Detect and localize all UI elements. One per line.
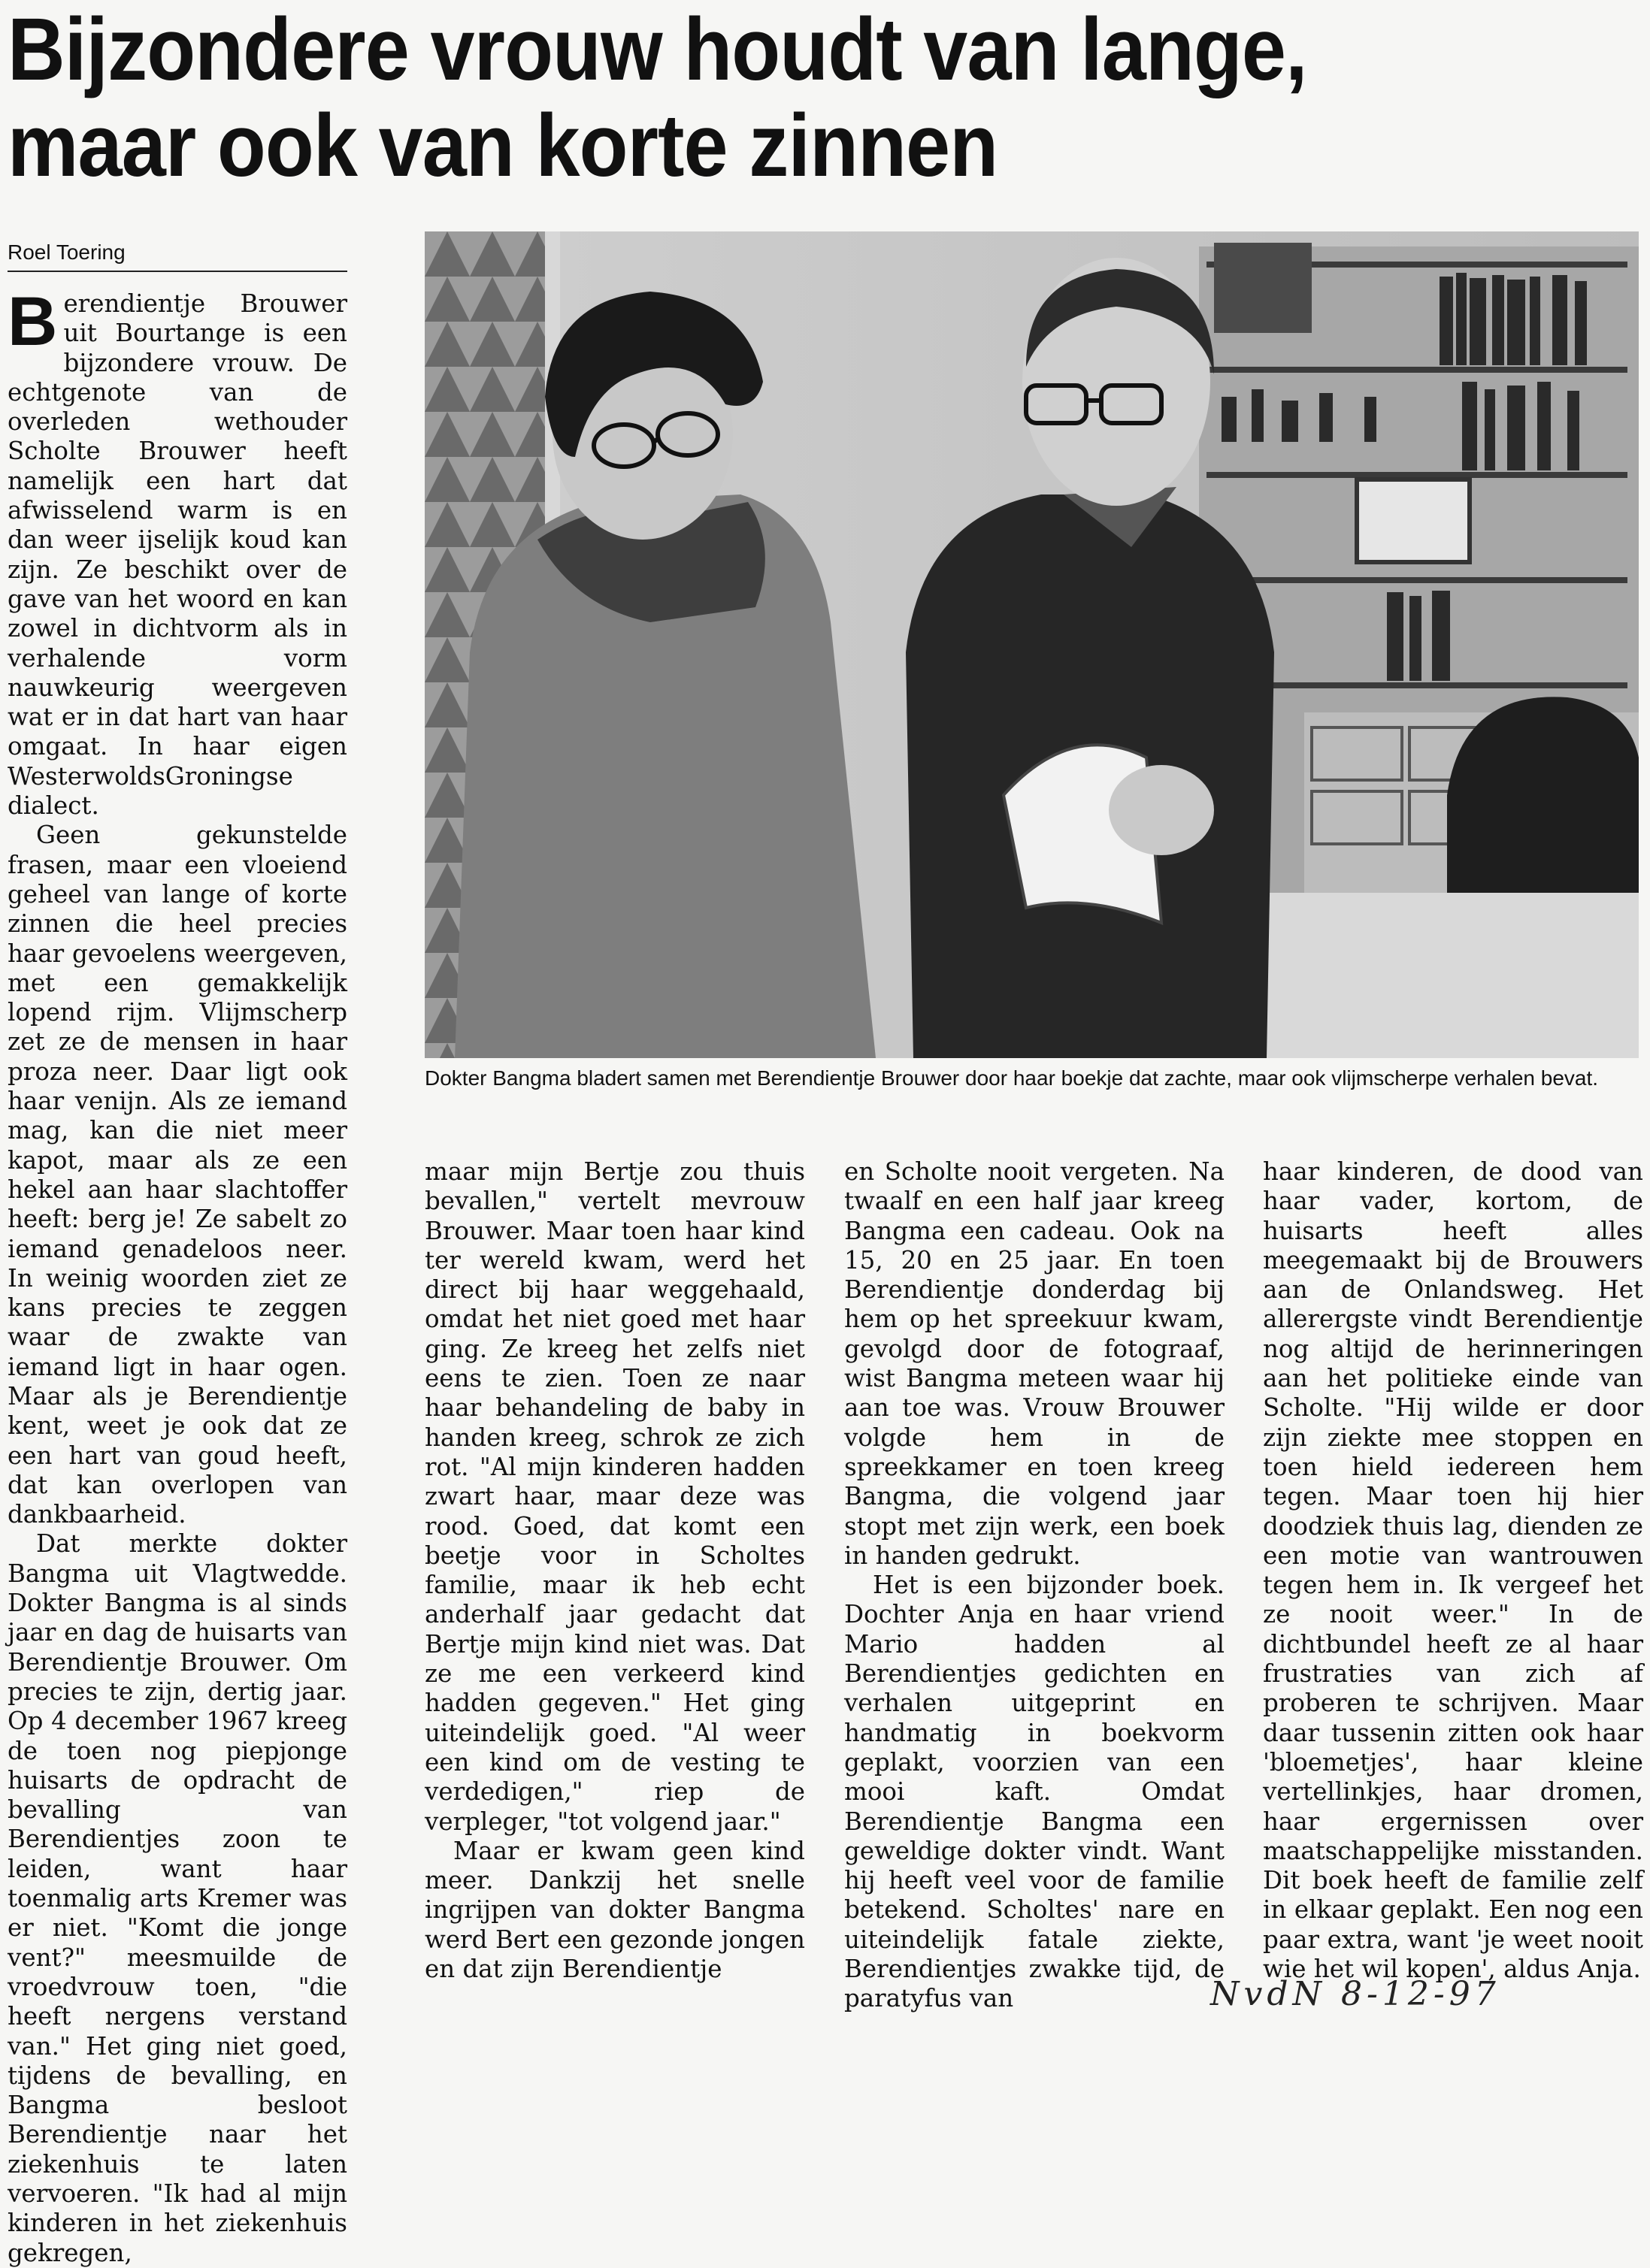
- byline: Roel Toering: [8, 240, 347, 272]
- article-photo: [425, 231, 1639, 1058]
- photo-illustration: [425, 231, 1639, 1058]
- headline-line-1: Bijzondere vrouw houdt van lange,: [8, 0, 1307, 99]
- article-column-3: [844, 1157, 1225, 2014]
- paragraph: haar kinderen, de dood van haar vader, kortom, de huisarts heeft alles meegemaakt bij de Brouwers aan de Onlandsweg. Het allerergste vindt Berendientje nog altijd de herinneringen aan het politieke einde van Scholte. "Hij wilde er door zijn ziekte mee stoppen en toen hield iedereen hem tegen. Maar toen hij hier doodziek thuis lag, dienden ze een motie van wantrouwen tegen hem in. Ik vergeef het ze nooit weer." In de dichtbundel heeft ze al haar frustraties van zich af proberen te schrijven. Maar daar tussenin zitten ook haar 'bloemetjes', haar kleine vertellinkjes, haar dromen, haar ergernissen over maatschappelijke misstanden. Dit boek heeft de familie zelf in elkaar geplakt. Een nog een paar extra, want 'je weet nooit wie het wil kopen', aldus Anja.: [1263, 1157, 1643, 1984]
- photo-caption: Dokter Bangma bladert samen met Berendientje Brouwer door haar boekje dat zachte, maar ook vlijmscherpe verhalen bevat.: [425, 1066, 1599, 1090]
- paragraph: Het is een bijzonder boek. Dochter Anja en haar vriend Mario hadden al Berendientjes gedichten en verhalen uitgeprint en handmatig in boekvorm geplakt, voorzien van een mooi kaft. Omdat Berendientje Bangma een geweldige dokter vindt. Want hij heeft veel voor de familie betekend. Scholtes' nare en uiteindelijk fatale ziekte, Berendientjes zwakke tijd, de paratyfus van: [844, 1571, 1225, 2013]
- headline: [8, 2, 1476, 194]
- article-column-2: [425, 1157, 805, 1984]
- headline-line-2: maar ook van korte zinnen: [8, 96, 998, 195]
- drop-cap: B: [8, 283, 58, 360]
- paragraph: Geen gekunstelde frasen, maar een vloeiend geheel van lange of korte zinnen die heel precies haar gevoelens weergeven, met een gemakkelijk lopend rijm. Vlijmscherp zet ze de mensen in haar proza neer. Daar ligt ook haar venijn. Als ze iemand mag, kan die niet meer kapot, maar als ze een hekel aan haar slachtoffer heeft: berg je! Ze sabelt zo iemand genadeloos neer. In weinig woorden ziet ze kans precies te zeggen waar de zwakte van iemand ligt in haar ogen. Maar als je Berendientje kent, weet je ook dat ze een hart van goud heeft, dat kan overlopen van dankbaarheid.: [8, 821, 347, 1529]
- paragraph: Berendientje Brouwer uit Bourtange is een bijzondere vrouw. De echtgenote van de overleden wethouder Scholte Brouwer heeft namelijk een hart dat afwisselend warm is en dan weer ijselijk koud kan zijn. Ze beschikt over de gave van het woord en kan zowel in dichtvorm als in verhalende vorm nauwkeurig weergeven wat er in dat hart van haar omgaat. In haar eigen WesterwoldsGroningse dialect.: [8, 283, 347, 821]
- paragraph: Dat merkte dokter Bangma uit Vlagtwedde. Dokter Bangma is al sinds jaar en dag de huisarts van Berendientje Brouwer. Om precies te zijn, dertig jaar. Op 4 december 1967 kreeg de toen nog piepjonge huisarts de opdracht de bevalling van Berendientjes zoon te leiden, want haar toenmalig arts Kremer was er niet. "Komt die jonge vent?" meesmuilde de vroedvrouw toen, "die heeft nergens verstand van." Het ging niet goed, tijdens de bevalling, en Bangma besloot Berendientje naar het ziekenhuis te laten vervoeren. "Ik had al mijn kinderen in het ziekenhuis gekregen,: [8, 1529, 347, 2267]
- paragraph: en Scholte nooit vergeten. Na twaalf en een half jaar kreeg Bangma een cadeau. Ook na 15, 20 en 25 jaar. En toen Berendientje donderdag bij hem op het spreekuur kwam, gevolgd door de fotograaf, wist Bangma meteen waar hij aan toe was. Vrouw Brouwer volgde hem in de spreekkamer en toen kreeg Bangma, die volgend jaar stopt met zijn werk, een boek in handen gedrukt.: [844, 1157, 1225, 1570]
- article-column-1: [8, 283, 347, 2268]
- paragraph: Maar er kwam geen kind meer. Dankzij het snelle ingrijpen van dokter Bangma werd Bert een gezonde jongen en dat zijn Berendientje: [425, 1836, 805, 1984]
- handwritten-date-note: NvdN 8-12-97: [1210, 1975, 1500, 2013]
- paragraph: maar mijn Bertje zou thuis bevallen," vertelt mevrouw Brouwer. Maar toen haar kind ter wereld kwam, werd het direct bij haar weggehaald, omdat het niet goed met haar ging. Ze kreeg het zelfs niet eens te zien. Toen ze naar haar behandeling de baby in handen kreeg, schrok ze zich rot. "Al mijn kinderen hadden zwart haar, maar deze was rood. Goed, dat komt een beetje voor in Scholtes familie, maar ik heb echt anderhalf jaar gedacht dat Bertje mijn kind niet was. Dat ze me een verkeerd kind hadden gegeven." Het ging uiteindelijk goed. "Al weer een kind om de vesting te verdedigen," riep de verpleger, "tot volgend jaar.": [425, 1157, 805, 1836]
- article-column-4: [1263, 1157, 1643, 1984]
